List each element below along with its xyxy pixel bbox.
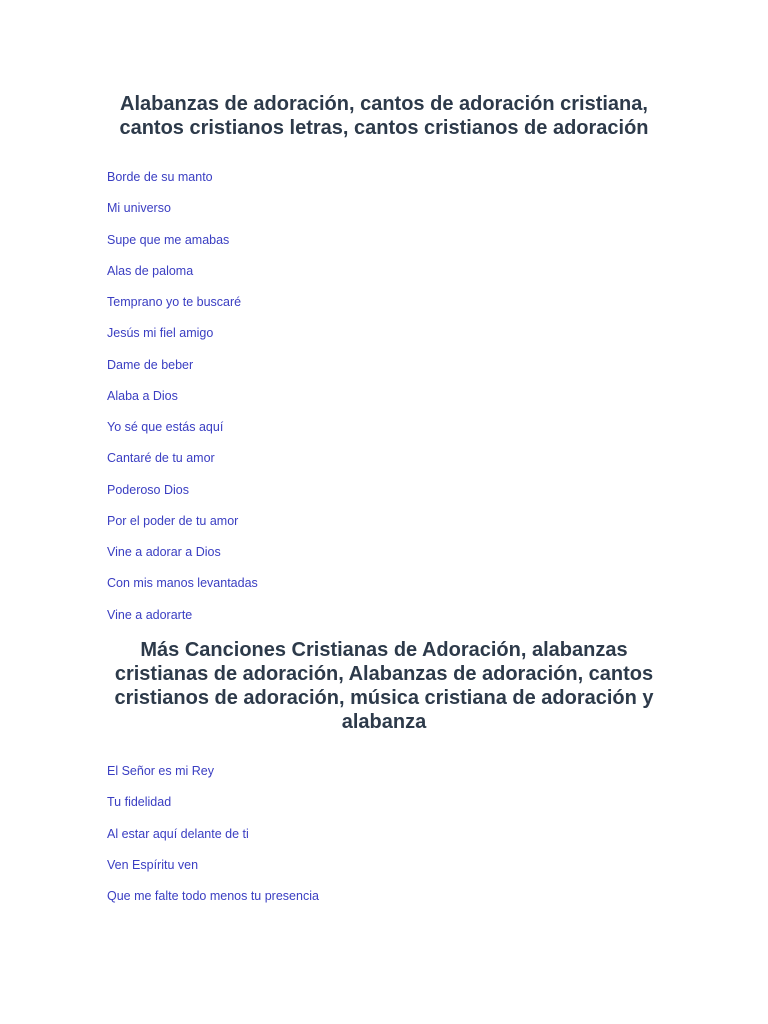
list-item — [107, 418, 258, 449]
song-link[interactable]: Por el poder de tu amor — [107, 513, 239, 528]
section-1-heading: Alabanzas de adoración, cantos de adoración cristiana, cantos cristianos letras, cantos cristianos de adoración — [119, 93, 649, 139]
list-item — [107, 606, 258, 637]
song-link[interactable]: Ven Espíritu ven — [107, 857, 199, 872]
song-link[interactable]: Borde de su manto — [107, 170, 213, 184]
song-link[interactable]: Al estar aquí delante de ti — [107, 826, 249, 841]
list-item — [107, 793, 319, 824]
song-link[interactable]: Vine a adorar a Dios — [107, 545, 221, 559]
song-link[interactable]: Con mis manos levantadas — [107, 576, 258, 591]
section-2-heading: Más Canciones Cristianas de Adoración, alabanzas cristianas de adoración, Alabanzas de adoración, cantos cristianos de adoración, música cristiana de adoración y alabanza — [114, 639, 654, 733]
list-item — [107, 512, 258, 543]
song-link[interactable]: Dame de beber — [107, 357, 194, 372]
list-item — [107, 825, 319, 856]
song-link[interactable]: Alaba a Dios — [107, 388, 178, 403]
song-link[interactable]: Que me falte todo menos tu presencia — [107, 889, 319, 903]
section-1-song-list — [107, 168, 258, 637]
list-item — [107, 481, 258, 512]
song-link[interactable]: El Señor es mi Rey — [107, 764, 214, 778]
song-link[interactable]: Jesús mi fiel amigo — [107, 326, 214, 341]
list-item — [107, 543, 258, 574]
list-item — [107, 262, 258, 293]
song-link[interactable]: Cantaré de tu amor — [107, 451, 215, 466]
song-link[interactable]: Mi universo — [107, 201, 171, 216]
song-link[interactable]: Supe que me amabas — [107, 232, 230, 247]
list-item — [107, 231, 258, 262]
list-item — [107, 574, 258, 605]
list-item — [107, 168, 258, 199]
list-item — [107, 762, 319, 793]
list-item — [107, 356, 258, 387]
list-item — [107, 324, 258, 355]
song-link[interactable]: Tu fidelidad — [107, 795, 172, 810]
song-link[interactable]: Poderoso Dios — [107, 482, 189, 497]
song-link[interactable]: Vine a adorarte — [107, 607, 193, 622]
song-link[interactable]: Yo sé que estás aquí — [107, 420, 224, 434]
list-item — [107, 387, 258, 418]
list-item — [107, 449, 258, 480]
list-item — [107, 856, 319, 887]
list-item — [107, 293, 258, 324]
section-2-song-list — [107, 762, 319, 918]
list-item — [107, 887, 319, 918]
song-link[interactable]: Alas de paloma — [107, 263, 194, 278]
song-link[interactable]: Temprano yo te buscaré — [107, 295, 242, 309]
list-item — [107, 199, 258, 230]
